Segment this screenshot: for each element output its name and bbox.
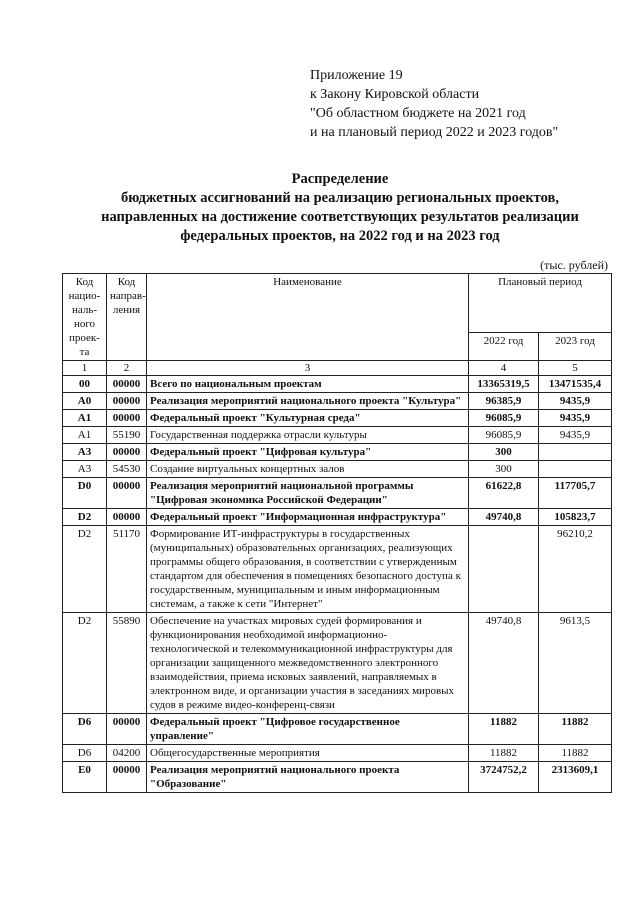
units-label: (тыс. рублей) (540, 258, 608, 272)
cell-direction-code: 55890 (107, 613, 147, 714)
cell-direction-code: 04200 (107, 745, 147, 762)
cell-direction-code: 00000 (107, 410, 147, 427)
cell-project-code: D2 (63, 613, 107, 714)
table-row (63, 478, 612, 509)
cell-value-2023: 117705,7 (539, 478, 612, 509)
table-row (63, 410, 612, 427)
header-direction-code: Код направ-ления (107, 274, 147, 361)
cell-value-2023: 9613,5 (539, 613, 612, 714)
table-row (63, 427, 612, 444)
column-number: 4 (469, 361, 539, 376)
title-line: Распределение (291, 171, 389, 187)
cell-name: Всего по национальным проектам (147, 376, 469, 393)
header-planning-period: Плановый период (469, 274, 612, 333)
cell-name: Реализация мероприятий национального проекта "Культура" (147, 393, 469, 410)
cell-name: Реализация мероприятий национальной программы "Цифровая экономика Российской Федерации" (147, 478, 469, 509)
table-row (63, 714, 612, 745)
cell-value-2022: 300 (469, 461, 539, 478)
cell-value-2022: 11882 (469, 714, 539, 745)
cell-value-2023: 9435,9 (539, 427, 612, 444)
document-title (60, 170, 620, 246)
cell-direction-code: 00000 (107, 376, 147, 393)
table-row (63, 376, 612, 393)
column-number: 5 (539, 361, 612, 376)
cell-project-code: D0 (63, 478, 107, 509)
appendix-header (310, 66, 558, 142)
cell-value-2022: 300 (469, 444, 539, 461)
cell-project-code: E0 (63, 762, 107, 793)
cell-value-2022 (469, 526, 539, 613)
cell-name: Государственная поддержка отрасли культуры (147, 427, 469, 444)
cell-name: Создание виртуальных концертных залов (147, 461, 469, 478)
cell-value-2023 (539, 444, 612, 461)
cell-value-2022: 96085,9 (469, 410, 539, 427)
title-line: федеральных проектов, на 2022 год и на 2023 год (180, 228, 500, 244)
cell-project-code: D2 (63, 526, 107, 613)
budget-table (62, 273, 612, 793)
cell-value-2023 (539, 461, 612, 478)
cell-name: Обеспечение на участках мировых судей формирования и функционирования необходимой информационно-технологической и телекоммуникационной инфраструктуры для организации защищенного межведомственного электронного взаимодействия, приема исковых заявлений, направляемых в электронном виде, и организации участия в заседаниях мировых судов в режиме видео-конференц-связи (147, 613, 469, 714)
table-row (63, 526, 612, 613)
cell-project-code: A3 (63, 444, 107, 461)
cell-project-code: A3 (63, 461, 107, 478)
cell-name: Федеральный проект "Информационная инфраструктура" (147, 509, 469, 526)
cell-direction-code: 00000 (107, 393, 147, 410)
cell-project-code: A1 (63, 410, 107, 427)
cell-project-code: A0 (63, 393, 107, 410)
table-row (63, 762, 612, 793)
cell-value-2022: 96385,9 (469, 393, 539, 410)
title-line: направленных на достижение соответствующих результатов реализации (101, 209, 579, 225)
header-year-2023: 2023 год (539, 333, 612, 361)
cell-value-2022: 49740,8 (469, 509, 539, 526)
cell-direction-code: 54530 (107, 461, 147, 478)
cell-name: Федеральный проект "Культурная среда" (147, 410, 469, 427)
cell-value-2022: 3724752,2 (469, 762, 539, 793)
title-line: бюджетных ассигнований на реализацию региональных проектов, (121, 190, 559, 206)
cell-value-2023: 105823,7 (539, 509, 612, 526)
table-row (63, 393, 612, 410)
table-row (63, 509, 612, 526)
cell-name: Общегосударственные мероприятия (147, 745, 469, 762)
cell-direction-code: 00000 (107, 444, 147, 461)
column-number: 2 (107, 361, 147, 376)
cell-value-2023: 11882 (539, 745, 612, 762)
header-name: Наименование (147, 274, 469, 361)
table-row (63, 745, 612, 762)
cell-project-code: A1 (63, 427, 107, 444)
cell-value-2022: 13365319,5 (469, 376, 539, 393)
cell-project-code: D6 (63, 714, 107, 745)
header-line: к Закону Кировской области (310, 87, 480, 102)
cell-project-code: 00 (63, 376, 107, 393)
cell-name: Федеральный проект "Цифровое государственное управление" (147, 714, 469, 745)
header-year-2022: 2022 год (469, 333, 539, 361)
column-number: 1 (63, 361, 107, 376)
table-row (63, 461, 612, 478)
header-line: Приложение 19 (310, 68, 403, 83)
cell-value-2023: 11882 (539, 714, 612, 745)
cell-direction-code: 00000 (107, 762, 147, 793)
cell-value-2022: 61622,8 (469, 478, 539, 509)
cell-value-2023: 9435,9 (539, 410, 612, 427)
cell-value-2022: 96085,9 (469, 427, 539, 444)
column-number: 3 (147, 361, 469, 376)
cell-value-2022: 49740,8 (469, 613, 539, 714)
cell-direction-code: 00000 (107, 509, 147, 526)
table-row (63, 444, 612, 461)
cell-value-2023: 9435,9 (539, 393, 612, 410)
cell-value-2023: 2313609,1 (539, 762, 612, 793)
table-row (63, 613, 612, 714)
cell-value-2022: 11882 (469, 745, 539, 762)
header-project-code: Код нацио-наль-ного проек-та (63, 274, 107, 361)
cell-direction-code: 55190 (107, 427, 147, 444)
cell-name: Формирование ИТ-инфраструктуры в государственных (муниципальных) образовательных организациях, реализующих программы общего образования, в соответствии с утвержденным стандартом для обеспечения в помещениях безопасного доступа к государственным, муниципальным и иным информационным системам, а также к сети "Интернет" (147, 526, 469, 613)
cell-name: Федеральный проект "Цифровая культура" (147, 444, 469, 461)
cell-value-2023: 96210,2 (539, 526, 612, 613)
cell-project-code: D2 (63, 509, 107, 526)
header-line: "Об областном бюджете на 2021 год (310, 106, 526, 121)
cell-value-2023: 13471535,4 (539, 376, 612, 393)
header-line: и на плановый период 2022 и 2023 годов" (310, 125, 559, 140)
cell-direction-code: 51170 (107, 526, 147, 613)
cell-project-code: D6 (63, 745, 107, 762)
cell-direction-code: 00000 (107, 478, 147, 509)
cell-direction-code: 00000 (107, 714, 147, 745)
cell-name: Реализация мероприятий национального проекта "Образование" (147, 762, 469, 793)
